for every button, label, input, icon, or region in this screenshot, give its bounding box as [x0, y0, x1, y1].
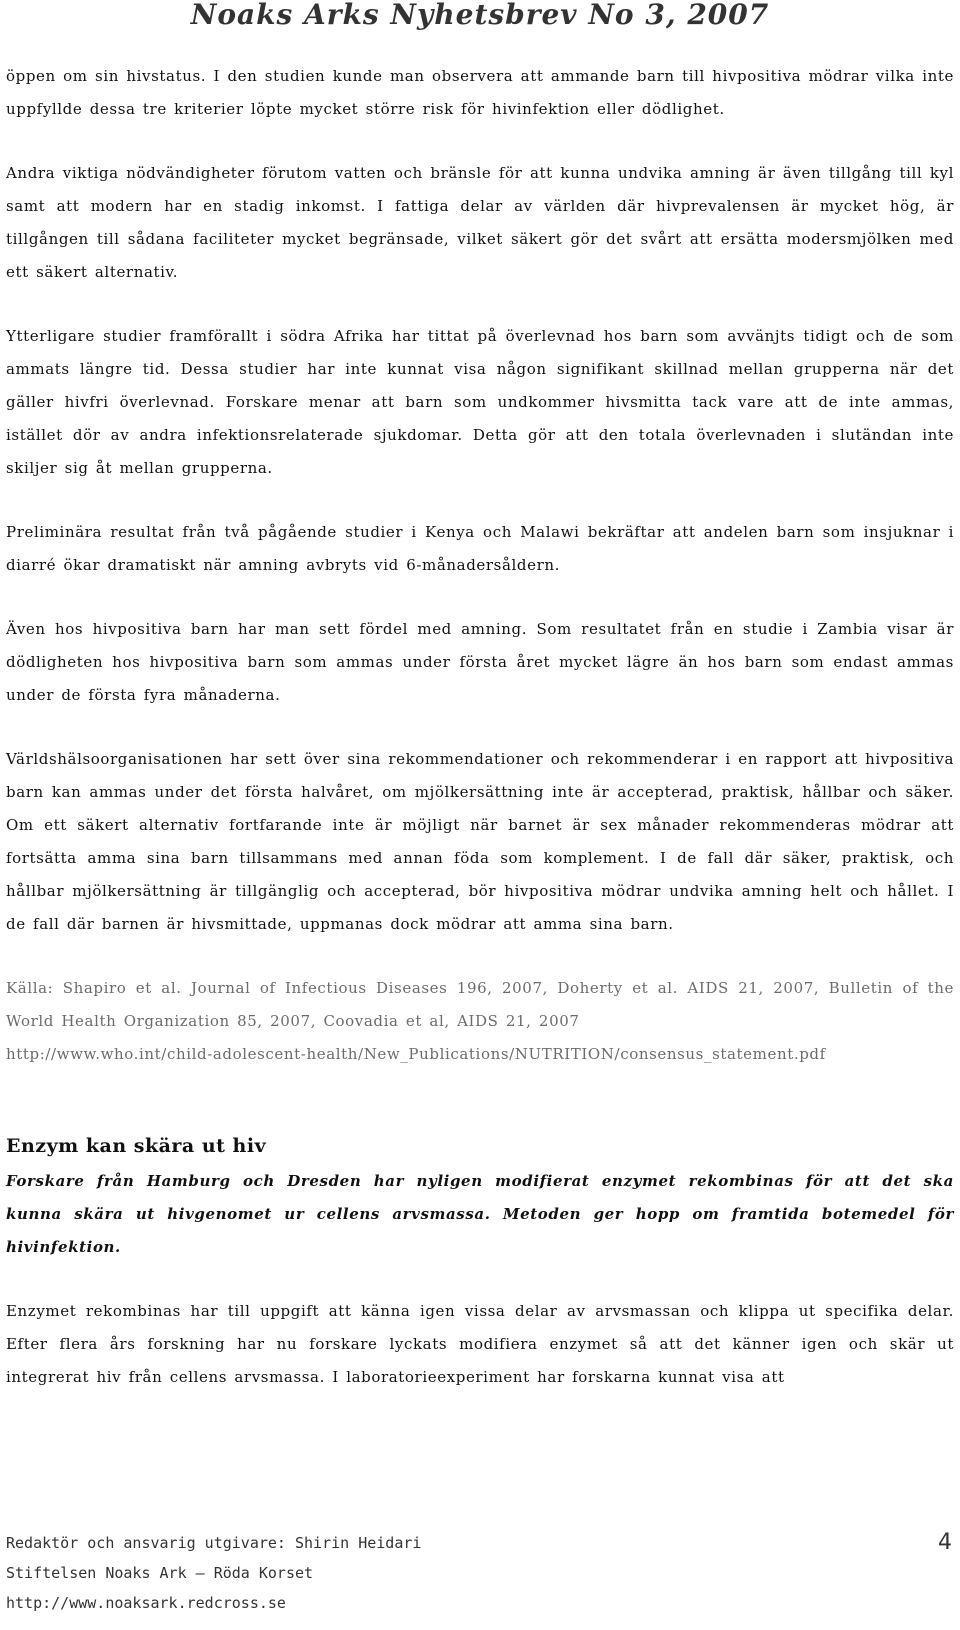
footer-website-link[interactable]: http://www.noaksark.redcross.se	[6, 1594, 286, 1612]
paragraph-6: Världshälsoorganisationen har sett över sina rekommendationer och rekommenderar i en rapport att hivpositiva barn kan ammas under det första halvåret, om mjölkersättning inte är accepterad, praktisk, hållbar och säker. Om ett säkert alternativ fortfarande inte är möjligt när barnet är sex månader rekommenderas mödrar att fortsätta amma sina barn tillsammans med annan föda som komplement. I de fall där säker, praktisk, och hållbar mjölkersättning är tillgänglig och accepterad, bör hivpositiva mödrar undvika amning helt och hållet. I de fall där barnen är hivsmittade, uppmanas dock mödrar att amma sina barn.	[6, 750, 954, 933]
paragraph-2: Andra viktiga nödvändigheter förutom vatten och bränsle för att kunna undvika amning är även tillgång till kyl samt att modern har en stadig inkomst. I fattiga delar av världen där hivprevalensen är mycket hög, är tillgången till sådana faciliteter mycket begränsade, vilket säkert gör det svårt att ersätta modersmjölken med ett säkert alternativ.	[6, 164, 954, 281]
article-body	[6, 60, 954, 1425]
footer-editor: Redaktör och ansvarig utgivare: Shirin Heidari	[6, 1534, 422, 1552]
paragraph-3: Ytterligare studier framförallt i södra Afrika har tittat på överlevnad hos barn som avvänjts tidigt och de som ammats längre tid. Dessa studier har inte kunnat visa någon signifikant skillnad mellan grupperna när det gäller hivfri överlevnad. Forskare menar att barn som undkommer hivsmitta tack vare att de inte ammas, istället dör av andra infektionsrelaterade sjukdomar. Detta gör att den totala överlevnaden i slutändan inte skiljer sig åt mellan grupperna.	[6, 327, 954, 477]
paragraph-1: öppen om sin hivstatus. I den studien kunde man observera att ammande barn till hivpositiva mödrar vilka inte uppfyllde dessa tre kriterier löpte mycket större risk för hivinfektion eller dödlighet.	[6, 67, 954, 118]
article-lead: Forskare från Hamburg och Dresden har nyligen modifierat enzymet rekombinas för att det ska kunna skära ut hivgenomet ur cellens arvsmassa. Metoden ger hopp om framtida botemedel för hivinfektion.	[6, 1172, 954, 1256]
footer	[6, 1528, 954, 1618]
newsletter-title: Noaks Arks Nyhetsbrev No 3, 2007	[190, 0, 770, 31]
footer-organization: Stiftelsen Noaks Ark – Röda Korset	[6, 1564, 314, 1582]
source-citation: Källa: Shapiro et al. Journal of Infectious Diseases 196, 2007, Doherty et al. AIDS 21, 2007, Bulletin of the World Health Organization 85, 2007, Coovadia et al, AIDS 21, 2007	[6, 979, 954, 1030]
article-heading: Enzym kan skära ut hiv	[6, 1135, 267, 1157]
article-paragraph: Enzymet rekombinas har till uppgift att känna igen vissa delar av arvsmassan och klippa ut specifika delar. Efter flera års forskning har nu forskare lyckats modifiera enzymet så att det känner igen och skär ut integrerat hiv från cellens arvsmassa. I laboratorieexperiment har forskarna kunnat visa att	[6, 1302, 954, 1386]
page-number: 4	[938, 1530, 952, 1555]
paragraph-4: Preliminära resultat från två pågående studier i Kenya och Malawi bekräftar att andelen barn som insjuknar i diarré ökar dramatiskt när amning avbryts vid 6-månadersåldern.	[6, 523, 954, 574]
paragraph-5: Även hos hivpositiva barn har man sett fördel med amning. Som resultatet från en studie i Zambia visar är dödligheten hos hivpositiva barn som ammas under första året mycket lägre än hos barn som endast ammas under de första fyra månaderna.	[6, 620, 954, 704]
source-url[interactable]: http://www.who.int/child-adolescent-health/New_Publications/NUTRITION/consensus_statement.pdf	[6, 1045, 826, 1063]
